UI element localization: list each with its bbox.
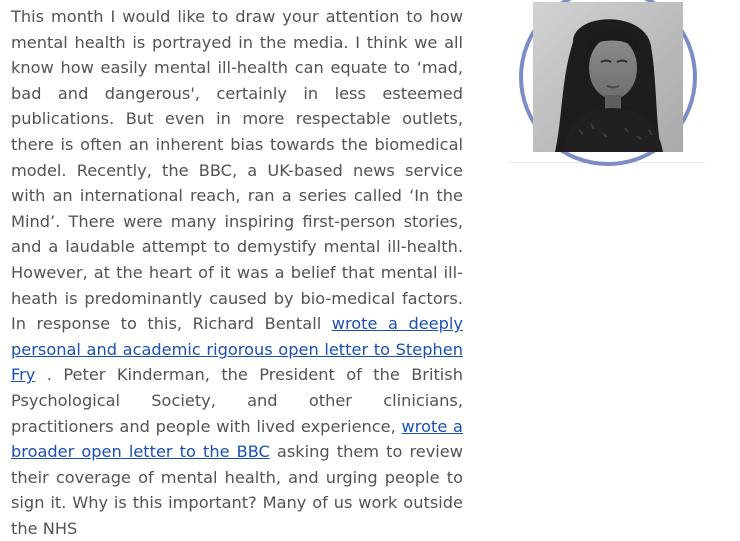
article-text-1: This month I would like to draw your attention to how mental health is portrayed in the media. I think we all know how easily mental ill-health can equate to ‘mad, bad and dangerous', certainly in less esteemed publications. But even in more respectable outlets, there is often an inherent bias towards the biomedical model. Recently, the BBC, a UK-based news service with an international reach, ran a series called ‘In the Mind’. There were many inspiring first-person stories, and a laudable attempt to demystify mental ill-health. However, at the heart of it was a belief that mental ill-heath is predominantly caused by bio-medical factors. In response to this, Richard Bentall: [11, 7, 463, 334]
author-photo-illustration: [533, 2, 683, 152]
open-letter-bbc-link[interactable]: wrote a broader open letter to the BBC: [11, 416, 463, 462]
article-text-3: asking them to review their coverage of mental health, and urging people to sign it. Why is this important? Many of us work outside the NHS: [11, 442, 463, 538]
open-letter-stephen-fry-link[interactable]: wrote a deeply personal and academic rigorous open letter to Stephen Fry: [11, 314, 463, 385]
article-paragraph: [11, 4, 463, 541]
article-text-2: . Peter Kinderman, the President of the British Psychological Society, and other clinicians, practitioners and people with lived experience,: [11, 365, 463, 436]
author-portrait: [519, 0, 697, 166]
author-photo: [533, 2, 683, 152]
